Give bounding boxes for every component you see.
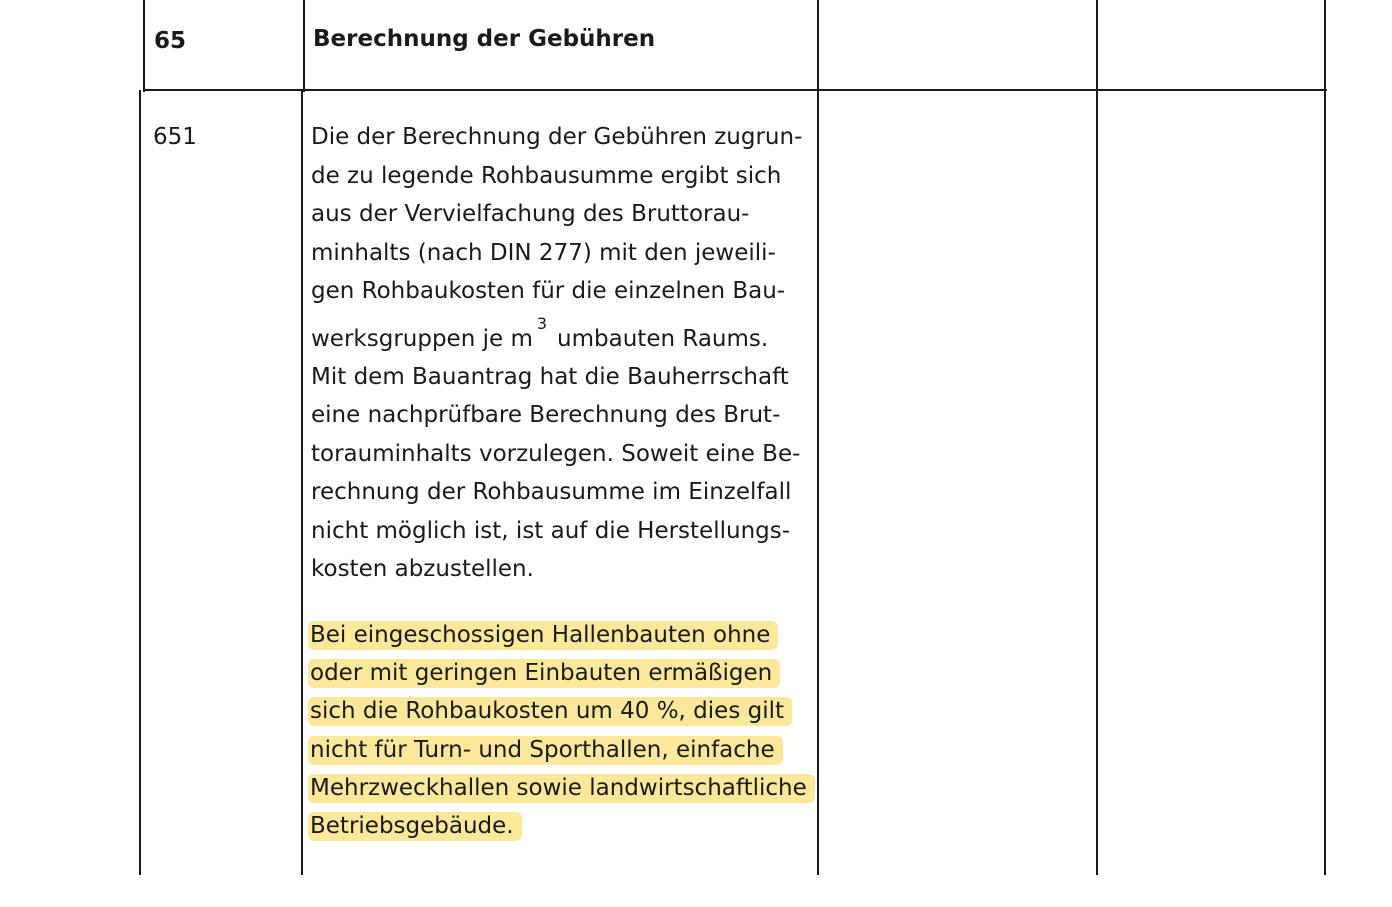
subsection-number: 651 xyxy=(153,124,197,150)
highlighted-line: sich die Rohbaukosten um 40 %, dies gilt xyxy=(308,697,792,726)
highlighted-line: nicht für Turn- und Sporthallen, einfache xyxy=(308,736,783,765)
unit-text-before: werksgruppen je m xyxy=(311,325,533,352)
section-number: 65 xyxy=(154,28,187,54)
table-column-divider-2 xyxy=(817,0,819,875)
table-border-left xyxy=(143,0,145,92)
paragraph-line: gen Rohbaukosten für die einzelnen Bau- xyxy=(311,278,786,304)
paragraph-line: de zu legende Rohbausumme ergibt sich xyxy=(311,162,782,189)
paragraph-calculation-basis xyxy=(311,118,802,589)
unit-superscript: 3 xyxy=(536,313,548,333)
paragraph-line: Die der Berechnung der Gebühren zugrun- xyxy=(311,124,803,150)
paragraph-line: aus der Vervielfachung des Bruttorau- xyxy=(311,201,750,227)
table-column-divider-1 xyxy=(303,0,305,92)
paragraph-line: rechnung der Rohbausumme im Einzelfall xyxy=(311,479,792,505)
table-header-divider xyxy=(143,89,1327,91)
highlighted-line: Betriebsgebäude. xyxy=(308,812,522,841)
paragraph-line: eine nachprüfbare Berechnung des Brut- xyxy=(311,402,781,428)
highlighted-line: Mehrzweckhallen sowie landwirtschaftliche xyxy=(308,774,815,803)
paragraph-line: kosten abzustellen. xyxy=(311,556,534,582)
unit-text-after: umbauten Raums. xyxy=(557,325,769,352)
table-border-left-lower xyxy=(139,90,141,875)
paragraph-line: minhalts (nach DIN 277) mit den jeweili- xyxy=(311,239,776,266)
table-border-right xyxy=(1324,0,1326,875)
paragraph-line: Mit dem Bauantrag hat die Bauherrschaft xyxy=(311,363,789,390)
paragraph-line-unit xyxy=(311,311,802,358)
table-column-divider-1-lower xyxy=(301,90,303,875)
paragraph-line: nicht möglich ist, ist auf die Herstellungs- xyxy=(311,517,791,544)
paragraph-hall-reduction-highlighted xyxy=(310,616,815,845)
table-column-divider-3 xyxy=(1096,0,1098,875)
paragraph-line: torauminhalts vorzulegen. Soweit eine Be- xyxy=(311,440,801,467)
highlighted-line: Bei eingeschossigen Hallenbauten ohne xyxy=(308,621,778,650)
section-title: Berechnung der Gebühren xyxy=(313,26,656,52)
highlighted-line: oder mit geringen Einbauten ermäßigen xyxy=(308,659,780,688)
